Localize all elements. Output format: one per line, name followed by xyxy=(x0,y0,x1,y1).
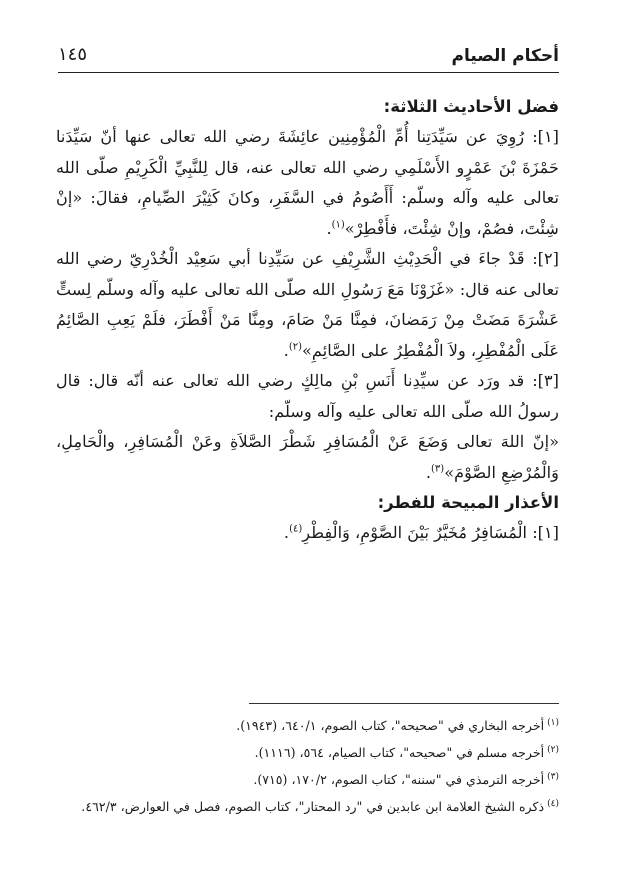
page-number: ١٤٥ xyxy=(58,44,88,65)
paragraph-text: [٣]: قد ورَد عن سيِّدِنا أَنَسِ بْنِ مالِكٍ رضي الله تعالى عنه أنّه قال: قال رسولُ الله صلّى الله تعالى عليه وآله وسلّم: xyxy=(56,371,559,421)
paragraph-excuse-1 xyxy=(56,518,559,549)
footnote-text: أخرجه البخاري في "صحيحه"، كتاب الصوم، ٦٤٠/١، (١٩٤٣). xyxy=(236,718,545,733)
footnote-marker-3: (٣) xyxy=(431,463,445,475)
footnote-text: أخرجه مسلم في "صحيحه"، كتاب الصيام، ٥٦٤، (١١١٦). xyxy=(254,745,545,760)
footnote xyxy=(56,739,559,766)
footnote-separator xyxy=(249,703,559,704)
paragraph-end: . xyxy=(283,523,290,542)
section-title-hadiths: فضل الأحاديث الثلاثة: xyxy=(383,97,559,116)
paragraph-text: [١]: الْمُسَافِرُ مُخَيَّرٌ بَيْنَ الصَّوْمِ، وَالْفِطْرِ xyxy=(302,523,559,542)
running-title: أحكام الصيام xyxy=(451,46,559,66)
footnote-number: (٣) xyxy=(547,771,559,782)
paragraph-end: . xyxy=(283,340,289,360)
footnote-number: (٢) xyxy=(547,744,559,755)
footnote xyxy=(56,712,559,739)
footnote-marker-1: (١) xyxy=(331,219,345,231)
footnote-number: (١) xyxy=(547,717,559,728)
paragraph-end: . xyxy=(326,218,332,238)
paragraph-end: . xyxy=(425,462,431,482)
page-header xyxy=(58,40,559,73)
paragraph-hadith-3 xyxy=(56,366,559,427)
footnote-text: أخرجه الترمذي في "سننه"، كتاب الصوم، ١٧٠/٢، (٧١٥). xyxy=(253,772,545,787)
footnote-number: (٤) xyxy=(547,798,559,809)
paragraph-hadith-2 xyxy=(56,244,559,366)
footnote xyxy=(56,766,559,793)
footnote-marker-4: (٤) xyxy=(289,523,303,535)
footnote-marker-2: (٢) xyxy=(288,341,303,353)
paragraph-text: «إنّ اللهَ تعالى وَضَعَ عَنْ الْمُسَافِرِ شَطْرَ الصَّلاَةِ وعَنْ الْمُسَافِرِ، والْحَامِلِ، وَالْمُرْضِعِ الصَّوْمَ» xyxy=(56,432,559,482)
main-text xyxy=(56,92,559,549)
footnote-text: ذكره الشيخ العلامة ابن عابدين في "رد المحتار"، كتاب الصوم، فصل في العوارض، ٤٦٢/٣. xyxy=(81,799,545,814)
paragraph-hadith-1 xyxy=(56,122,559,244)
paragraph-hadith-3-quote xyxy=(56,427,559,488)
footnotes xyxy=(56,712,559,820)
footnote xyxy=(56,793,559,820)
section-title-excuses: الأعذار المبيحة للفطر: xyxy=(377,493,559,512)
paragraph-text: [١]: رُوِيَ عن سَيِّدَتِنا أُمِّ الْمُؤْمِنِين عائِشَةَ رضي الله تعالى عنها أنّ سَيِّدَنا حَمْزَةَ بْنَ عَمْرٍو الأَسْلَمِي رضي الله تعالى عنه، قال لِلنَّبِيِّ الْكَرِيْمِ صلّى الله تعالى عليه وآله وسلّم: أَأَصُومُ في السَّفَرِ، وكانَ كَثِيْرَ الصِّيامِ، فقالَ: «إنْ شِئْتَ، فصُمْ، وإنْ شِئْتَ، فأَفْطِرْ» xyxy=(56,127,559,238)
paragraph-text: [٢]: قَدْ جاءَ في الْحَدِيْثِ الشَّرِيْفِ عن سَيِّدِنا أبي سَعِيْد الْخُدْرِيّ رضي الله تعالى عنه قال: «غَزَوْنَا مَعَ رَسُولِ الله صلّى الله تعالى عليه وآله وسلّم لِستٍّ عَشْرَةَ مَضَتْ مِنْ رَمَضانَ، فمِنَّا مَنْ صَامَ، ومِنَّا مَنْ أَفْطَرَ، فلَمْ يَعِبِ الصَّائِمُ عَلَى الْمُفْطِرِ، ولاَ الْمُفْطِرُ على الصَّائِمِ» xyxy=(56,249,559,360)
